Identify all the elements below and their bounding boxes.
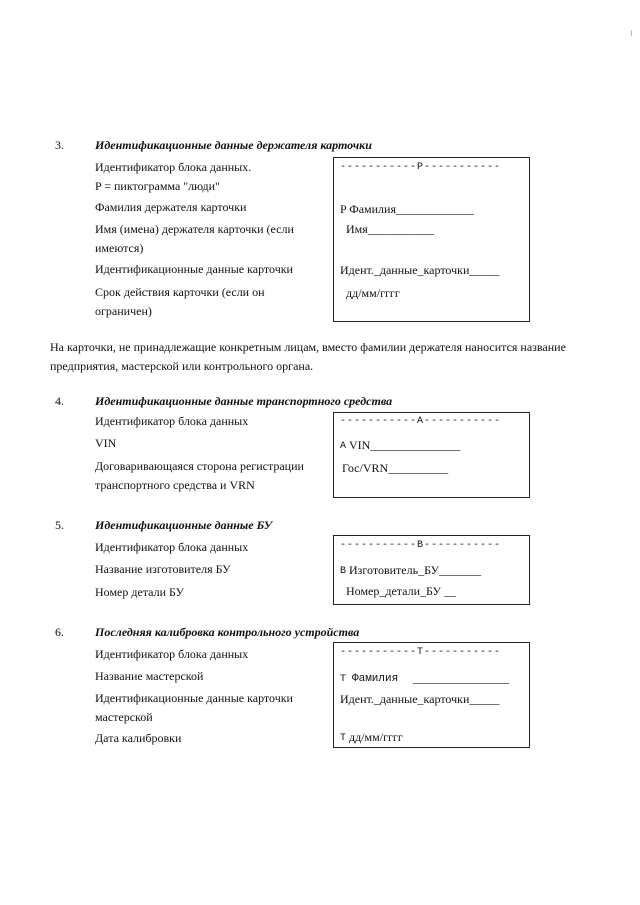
row-label-vin: VIN bbox=[95, 436, 117, 450]
row-label-part-number: Номер детали БУ bbox=[95, 585, 184, 599]
unit-icon: B bbox=[340, 566, 347, 577]
section-number: 5. bbox=[55, 518, 64, 532]
value-calibration-date: дд/мм/гггг bbox=[349, 730, 403, 744]
note-paragraph: На карточки, не принадлежащие конкретным лицам, вместо фамилии держателя наносится название предприятия, мастерской или контрольного органа. bbox=[50, 340, 566, 373]
row-label-workshop-card: Идентификационные данные карточки мастерской bbox=[95, 691, 293, 724]
block-header: -----------B----------- bbox=[340, 540, 502, 551]
block-header: -----------P----------- bbox=[340, 162, 502, 173]
value-expiry: дд/мм/гггг bbox=[346, 286, 400, 300]
value-part-number: Номер_детали_БУ __ bbox=[346, 584, 456, 598]
row-label-block-id: Идентификатор блока данных bbox=[95, 540, 249, 554]
calibration-icon: T bbox=[340, 674, 347, 685]
value-vrn: Гос/VRN__________ bbox=[342, 461, 449, 475]
scan-mark bbox=[631, 30, 632, 36]
row-label-surname: Фамилия держателя карточки bbox=[95, 200, 247, 214]
section-title: Идентификационные данные держателя карточки bbox=[95, 138, 372, 152]
row-label-calibration-date: Дата калибровки bbox=[95, 731, 182, 745]
vehicle-icon: A bbox=[340, 441, 347, 452]
block-header: -----------A----------- bbox=[340, 416, 502, 427]
section-number: 4. bbox=[55, 394, 64, 408]
row-label-expiry: Срок действия карточки (если он ограничен) bbox=[95, 285, 265, 318]
calibration-icon: T bbox=[340, 733, 347, 744]
value-card-id: Идент._данные_карточки_____ bbox=[340, 263, 500, 277]
row-label-name: Имя (имена) держателя карточки (если имеются) bbox=[95, 222, 294, 255]
section-title: Идентификационные данные транспортного средства bbox=[95, 394, 393, 408]
row-label-manufacturer: Название изготовителя БУ bbox=[95, 562, 231, 576]
value-surname: P Фамилия_____________ bbox=[340, 202, 474, 216]
section-number: 6. bbox=[55, 625, 64, 639]
row-label-card-id: Идентификационные данные карточки bbox=[95, 262, 293, 276]
value-workshop-card: Идент._данные_карточки_____ bbox=[340, 692, 500, 706]
value-name: Имя___________ bbox=[346, 222, 434, 236]
value-manufacturer: Изготовитель_БУ_______ bbox=[349, 563, 482, 577]
section-title: Идентификационные данные БУ bbox=[95, 518, 273, 532]
block-header: -----------T----------- bbox=[340, 647, 502, 658]
value-workshop: Фамилия bbox=[352, 673, 399, 685]
row-label-block-id: Идентификатор блока данных bbox=[95, 647, 249, 661]
value-vin: VIN_______________ bbox=[349, 438, 461, 452]
row-label-registration: Договаривающаяся сторона регистрации транспортного средства и VRN bbox=[95, 459, 304, 492]
section-number: 3. bbox=[55, 138, 64, 152]
section-title: Последняя калибровка контрольного устройства bbox=[95, 625, 360, 639]
value-workshop-line: ________________ bbox=[413, 671, 509, 685]
row-label-block-id: Идентификатор блока данных. P = пиктограмма "люди" bbox=[95, 160, 252, 193]
row-label-workshop: Название мастерской bbox=[95, 669, 204, 683]
row-label-block-id: Идентификатор блока данных bbox=[95, 414, 249, 428]
